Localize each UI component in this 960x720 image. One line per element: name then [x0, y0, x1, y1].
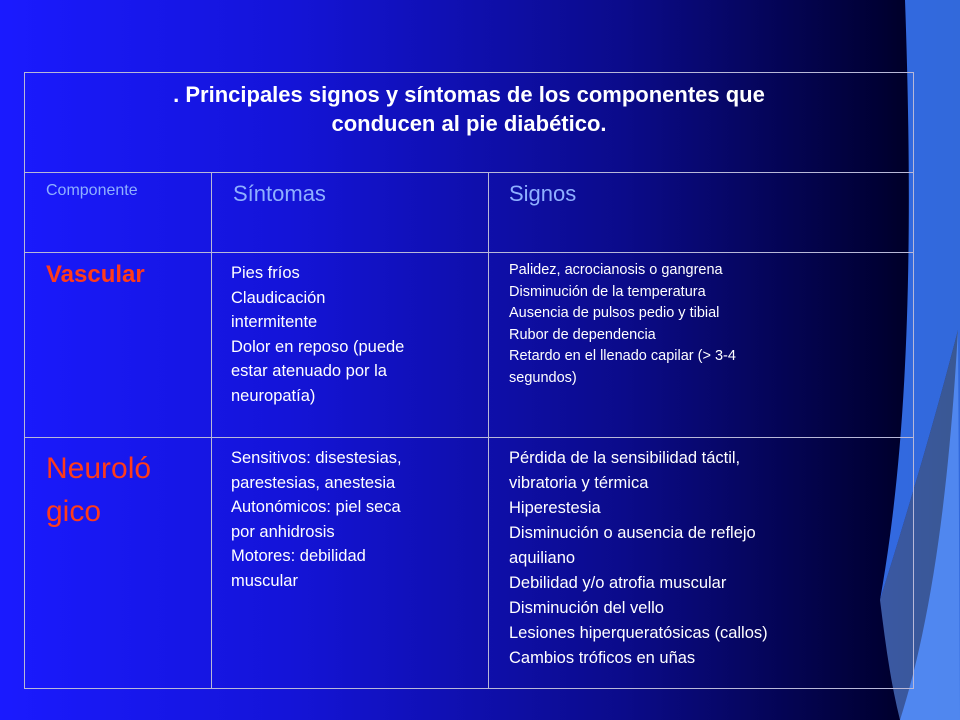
row-vascular-signos: Palidez, acrocianosis o gangrena Disminución de la temperatura Ausencia de pulsos pedio y tibial Rubor de dependencia Retardo en el llenado capilar (> 3-4 segundos) — [509, 262, 736, 386]
row-vascular-sintomas: Pies fríos Claudicación intermitente Dolor en reposo (puede estar atenuado por la neuropatía) — [231, 264, 405, 405]
table-divider-title — [24, 172, 914, 173]
table-divider-header — [24, 252, 914, 253]
row-neurologico-sintomas: Sensitivos: disestesias, parestesias, anestesia Autonómicos: piel seca por anhidrosis Motores: debilidad muscular — [231, 449, 402, 590]
row-neurologico-signos: Pérdida de la sensibilidad táctil, vibratoria y térmica Hiperestesia Disminución o ausencia de reflejo aquiliano Debilidad y/o atrofia muscular Disminución del vello Lesiones hiperqueratósicas (callos) Cambios tróficos en uñas — [509, 449, 768, 667]
table-title: . Principales signos y síntomas de los componentes que conducen al pie diabético. — [173, 82, 765, 136]
table-col-divider-1 — [211, 172, 212, 689]
table-divider-row — [24, 437, 914, 438]
table-col-divider-2 — [488, 172, 489, 689]
header-sintomas: Síntomas — [233, 181, 326, 206]
row-neurologico-component: Neuroló gico — [46, 452, 152, 528]
header-componente: Componente — [46, 182, 138, 199]
header-signos: Signos — [509, 181, 577, 206]
row-vascular-component: Vascular — [46, 261, 145, 288]
